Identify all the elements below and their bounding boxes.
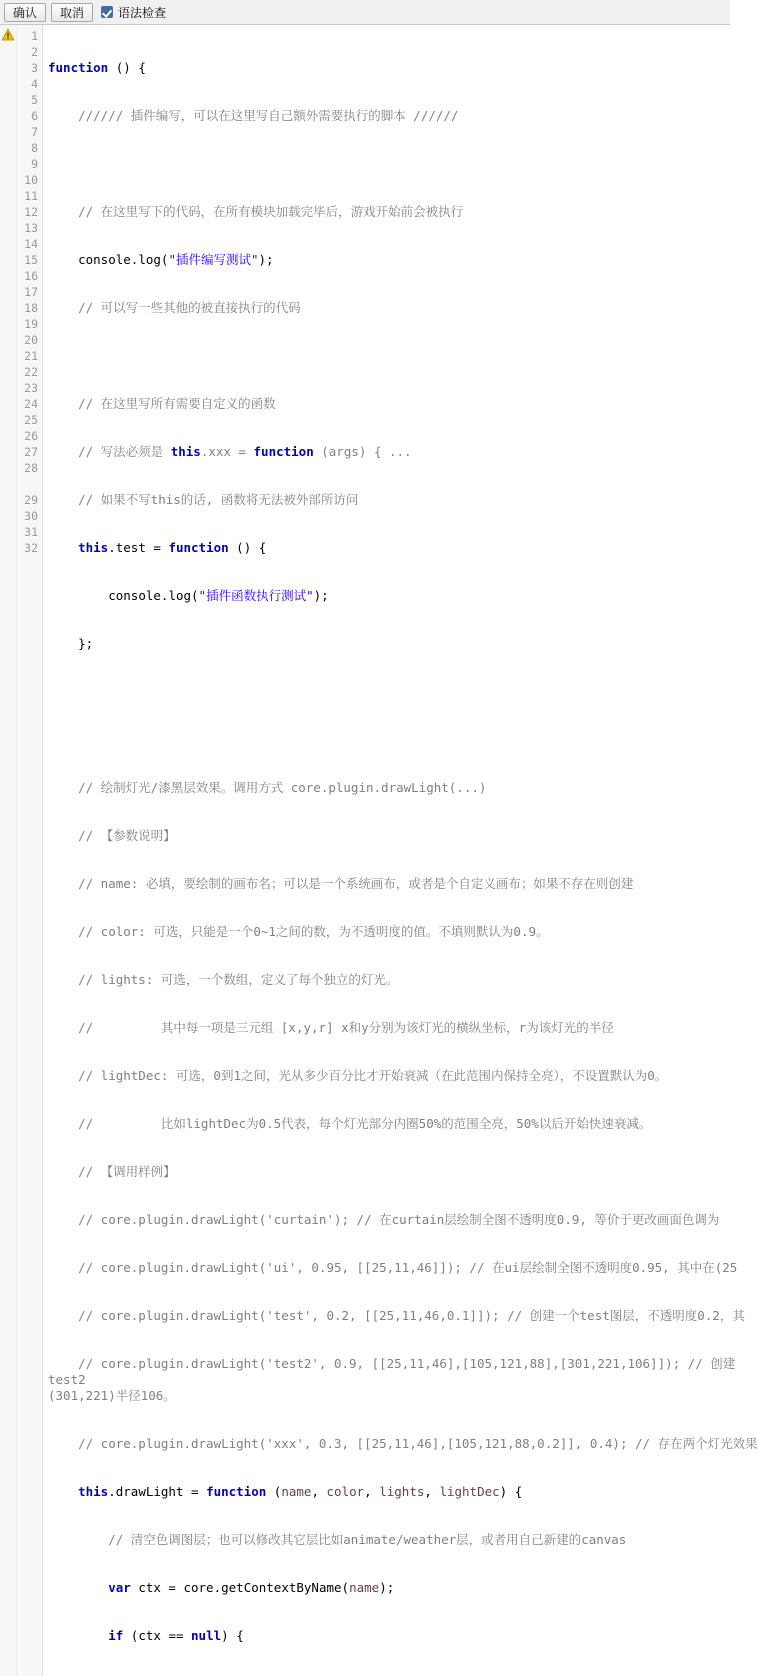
- line-number: 25: [24, 413, 38, 427]
- syntax-check-toggle[interactable]: [101, 4, 166, 21]
- line-number: 17: [24, 285, 38, 299]
- code-line: // 【参数说明】: [48, 828, 176, 843]
- code-line: this.drawLight = function (name, color, lights, lightDec) {: [78, 1484, 523, 1499]
- line-number: 6: [31, 109, 38, 123]
- code-line: var ctx = core.getContextByName(name);: [108, 1580, 395, 1595]
- checkbox-checked-icon[interactable]: [101, 6, 113, 18]
- line-number: 7: [31, 125, 38, 139]
- code-line: // 清空色调图层；也可以修改其它层比如animate/weather层，或者用自己新建的canvas: [48, 1532, 627, 1547]
- syntax-check-label: 语法检查: [118, 5, 167, 20]
- line-number: 1: [31, 29, 38, 43]
- code-line: ////// 插件编写，可以在这里写自己额外需要执行的脚本 //////: [48, 108, 459, 123]
- code-line: console.log("插件编写测试");: [78, 252, 274, 267]
- code-line: // lights: 可选，一个数组，定义了每个独立的灯光。: [48, 972, 399, 987]
- code-content[interactable]: [43, 25, 758, 1676]
- code-editor[interactable]: [0, 25, 758, 1676]
- code-line: [48, 732, 758, 748]
- line-number: 8: [31, 141, 38, 155]
- code-line: // core.plugin.drawLight('test', 0.2, [[25,11,46,0.1]]); // 创建一个test图层，不透明度0.2，其: [48, 1308, 745, 1323]
- line-number: 23: [24, 381, 38, 395]
- line-number: 22: [24, 365, 38, 379]
- code-line: // 绘制灯光/漆黑层效果。调用方式 core.plugin.drawLight(...): [48, 780, 487, 795]
- line-number: 4: [31, 77, 38, 91]
- code-line: // core.plugin.drawLight('ui', 0.95, [[25,11,46]]); // 在ui层绘制全图不透明度0.95, 其中在(25: [48, 1260, 738, 1275]
- code-line: // 比如lightDec为0.5代表，每个灯光部分内圈50%的范围全亮，50%以后开始快速衰减。: [48, 1116, 652, 1131]
- line-number: 32: [24, 541, 38, 555]
- code-line: function () {: [48, 60, 146, 75]
- line-number: 20: [24, 333, 38, 347]
- line-number: 24: [24, 397, 38, 411]
- code-line: // 【调用样例】: [48, 1164, 176, 1179]
- code-line: // core.plugin.drawLight('xxx', 0.3, [[25,11,46],[105,121,88,0.2]], 0.4); // 存在两个灯光效果: [48, 1436, 758, 1451]
- line-number: 31: [24, 525, 38, 539]
- line-number: 5: [31, 93, 38, 107]
- line-number: 26: [24, 429, 38, 443]
- code-line: console.log("插件函数执行测试");: [108, 588, 329, 603]
- line-number: 28: [24, 461, 38, 475]
- code-line: // 其中每一项是三元组 [x,y,r] x和y分别为该灯光的横纵坐标，r为该灯光的半径: [48, 1020, 614, 1035]
- line-number: 12: [24, 205, 38, 219]
- line-number: 29: [24, 493, 38, 507]
- line-number: 3: [31, 61, 38, 75]
- line-number: 15: [24, 253, 38, 267]
- warning-triangle-icon[interactable]: [2, 29, 14, 40]
- line-number: 13: [24, 221, 38, 235]
- code-line: // lightDec: 可选，0到1之间，光从多少百分比才开始衰减（在此范围内保持全亮），不设置默认为0。: [48, 1068, 668, 1083]
- code-line: // color: 可选，只能是一个0~1之间的数，为不透明度的值。不填则默认为0.9。: [48, 924, 549, 939]
- line-number: 14: [24, 237, 38, 251]
- code-line: };: [48, 636, 94, 651]
- code-line: [48, 156, 758, 172]
- marker-gutter[interactable]: [0, 25, 17, 1676]
- code-line: // 如果不写this的话, 函数将无法被外部所访问: [48, 492, 359, 507]
- line-number: 16: [24, 269, 38, 283]
- line-number-gutter: [17, 25, 43, 1676]
- code-line: [48, 684, 758, 700]
- code-line: if (ctx == null) {: [108, 1628, 244, 1643]
- line-number: 10: [24, 173, 38, 187]
- code-line: // core.plugin.drawLight('curtain'); // 在curtain层绘制全图不透明度0.9, 等价于更改画面色调为: [48, 1212, 720, 1227]
- code-line: // core.plugin.drawLight('test2', 0.9, [[25,11,46],[105,121,88],[301,221,106]]); // 创建test2 (301,221)半径106。: [48, 1356, 736, 1403]
- editor-toolbar: [0, 0, 730, 25]
- code-line: // 写法必须是 this.xxx = function (args) { ...: [48, 444, 412, 459]
- code-line: // name: 必填，要绘制的画布名；可以是一个系统画布，或者是个自定义画布；如果不存在则创建: [48, 876, 634, 891]
- line-number: 9: [31, 157, 38, 171]
- line-number: 30: [24, 509, 38, 523]
- cancel-button[interactable]: 取消: [51, 3, 93, 22]
- code-line: this.test = function () {: [78, 540, 267, 555]
- confirm-button[interactable]: 确认: [4, 3, 46, 22]
- line-number: 21: [24, 349, 38, 363]
- code-line: // 可以写一些其他的被直接执行的代码: [48, 300, 301, 315]
- code-line: // 在这里写下的代码，在所有模块加载完毕后，游戏开始前会被执行: [48, 204, 464, 219]
- line-number: 2: [31, 45, 38, 59]
- code-line: // 在这里写所有需要自定义的函数: [48, 396, 276, 411]
- line-number: 18: [24, 301, 38, 315]
- code-line: [48, 348, 758, 364]
- line-number: 27: [24, 445, 38, 459]
- line-number: 11: [24, 189, 38, 203]
- line-number: 19: [24, 317, 38, 331]
